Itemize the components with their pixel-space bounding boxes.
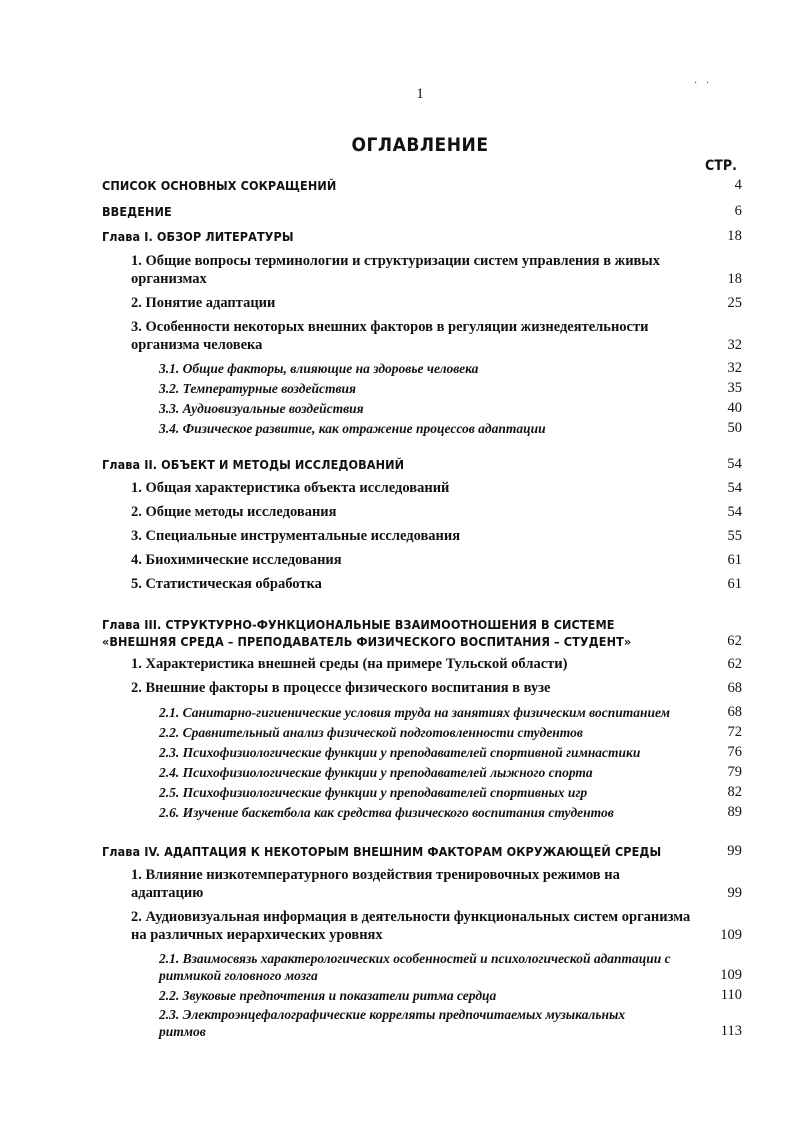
toc-entry[interactable] — [102, 908, 742, 944]
toc-entry[interactable] — [102, 399, 742, 417]
toc-entry-page: 68 — [727, 704, 742, 720]
toc-entry-page: 82 — [727, 784, 742, 800]
toc-entry-text: 4. Биохимические исследования — [131, 552, 342, 568]
toc-entry-page: 62 — [727, 633, 742, 649]
toc-entry-text: Глава I. ОБЗОР ЛИТЕРАТУРЫ — [102, 229, 294, 244]
toc-entry[interactable] — [102, 176, 742, 194]
toc-entry[interactable] — [102, 551, 742, 569]
toc-entry-page: 62 — [727, 656, 742, 672]
toc-entry[interactable] — [102, 986, 742, 1004]
toc-entry-page: 40 — [727, 400, 742, 416]
toc-entry[interactable] — [102, 318, 742, 354]
toc-entry-page: 55 — [727, 528, 742, 544]
toc-entry-text: Глава IV. АДАПТАЦИЯ К НЕКОТОРЫМ ВНЕШНИМ ФАКТОРАМ ОКРУЖАЮЩЕЙ СРЕДЫ — [102, 844, 662, 859]
toc-entry-text: 2. Аудиовизуальная информация в деятельности функциональных систем организма на различных иерархических уровнях — [131, 909, 691, 943]
toc-entry-page: 54 — [727, 480, 742, 496]
toc-entry[interactable] — [102, 723, 742, 741]
toc-entry-text: 3.3. Аудиовизуальные воздействия — [159, 401, 364, 416]
toc-entry[interactable] — [102, 783, 742, 801]
toc-entry[interactable] — [102, 479, 742, 497]
toc-entry-page: 61 — [727, 552, 742, 568]
toc-entry[interactable] — [102, 202, 742, 220]
toc-entry-text: 2.5. Психофизиологические функции у преподавателей спортивных игр — [159, 785, 588, 800]
toc-entry-page: 76 — [727, 744, 742, 760]
toc-entry[interactable] — [102, 703, 742, 721]
toc-entry-page: 109 — [720, 927, 742, 943]
toc-entry-page: 109 — [720, 967, 742, 983]
scan-specks: · · — [694, 78, 713, 89]
toc-entry[interactable] — [102, 503, 742, 521]
toc-entry-page: 4 — [734, 177, 742, 193]
toc-entry[interactable] — [102, 227, 742, 245]
toc-entry-page: 113 — [720, 1023, 742, 1039]
toc-entry[interactable] — [102, 655, 742, 673]
toc-entry[interactable] — [102, 1006, 742, 1040]
toc-entry-text: 2.3. Электроэнцефалографические корреляты предпочитаемых музыкальных ритмов — [159, 1007, 626, 1039]
toc-entry-page: 72 — [727, 724, 742, 740]
toc-entry-page: 32 — [727, 360, 742, 376]
toc-entry-text: Глава III. СТРУКТУРНО-ФУНКЦИОНАЛЬНЫЕ ВЗАИМООТНОШЕНИЯ В СИСТЕМЕ «ВНЕШНЯЯ СРЕДА – ПРЕПОДАВАТЕЛЬ ФИЗИЧЕСКОГО ВОСПИТАНИЯ – СТУДЕНТ» — [102, 617, 632, 649]
toc-entry-text: СПИСОК ОСНОВНЫХ СОКРАЩЕНИЙ — [102, 178, 337, 193]
toc-entry-text: 2. Внешние факторы в процессе физического воспитания в вузе — [131, 680, 551, 696]
toc-entry[interactable] — [102, 527, 742, 545]
toc-entry-text: 5. Статистическая обработка — [131, 576, 322, 592]
toc-entry-text: 3.4. Физическое развитие, как отражение процессов адаптации — [159, 421, 546, 436]
toc-entry-text: 2.3. Психофизиологические функции у преподавателей спортивной гимнастики — [159, 745, 641, 760]
toc-entry-page: 18 — [727, 228, 742, 244]
toc-entry-text: 1. Общие вопросы терминологии и структуризации систем управления в живых организмах — [131, 253, 660, 287]
toc-entry[interactable] — [102, 379, 742, 397]
toc-entry[interactable] — [102, 455, 742, 473]
toc-entry-page: 25 — [727, 295, 742, 311]
toc-entry[interactable] — [102, 294, 742, 312]
page-number: 1 — [416, 86, 424, 102]
toc-entry[interactable] — [102, 252, 742, 288]
toc-entry-page: 89 — [727, 804, 742, 820]
toc-entry-page: 54 — [727, 504, 742, 520]
toc-entry-page: 32 — [727, 337, 742, 353]
toc-entry-text: 2.2. Сравнительный анализ физической подготовленности студентов — [159, 725, 583, 740]
toc-entry[interactable] — [102, 616, 742, 650]
toc-entry-page: 6 — [734, 203, 742, 219]
toc-entry-text: 2.6. Изучение баскетбола как средства физического воспитания студентов — [159, 805, 614, 820]
page-column-label: СТР. — [705, 158, 737, 174]
toc-entry-page: 54 — [727, 456, 742, 472]
page-title: ОГЛАВЛЕНИЕ — [351, 134, 489, 156]
toc-entry-text: 2. Понятие адаптации — [131, 295, 276, 311]
toc-entry-text: Глава II. ОБЪЕКТ И МЕТОДЫ ИССЛЕДОВАНИЙ — [102, 457, 405, 472]
toc-entry-page: 110 — [720, 987, 742, 1003]
toc-entry-text: 1. Общая характеристика объекта исследований — [131, 480, 450, 496]
toc-entry-page: 61 — [727, 576, 742, 592]
toc-entry-text: 2.1. Взаимосвязь характерологических особенностей и психологической адаптации с ритмикой головного мозга — [159, 951, 671, 983]
toc-entry-page: 18 — [727, 271, 742, 287]
toc-entry-text: 2.4. Психофизиологические функции у преподавателей лыжного спорта — [159, 765, 593, 780]
toc-entry-text: 1. Влияние низкотемпературного воздействия тренировочных режимов на адаптацию — [131, 867, 620, 901]
toc-entry-page: 99 — [727, 843, 742, 859]
toc-entry[interactable] — [102, 359, 742, 377]
toc-entry-text: 2. Общие методы исследования — [131, 504, 337, 520]
toc-entry-text: 2.1. Санитарно-гигиенические условия труда на занятиях физическим воспитанием — [159, 705, 670, 720]
toc-entry[interactable] — [102, 866, 742, 902]
toc-entry[interactable] — [102, 743, 742, 761]
toc-entry-text: ВВЕДЕНИЕ — [102, 204, 172, 219]
toc-entry[interactable] — [102, 419, 742, 437]
toc-entry[interactable] — [102, 950, 742, 984]
toc-entry[interactable] — [102, 575, 742, 593]
toc-entry-text: 2.2. Звуковые предпочтения и показатели ритма сердца — [159, 988, 497, 1003]
toc-entry-page: 79 — [727, 764, 742, 780]
table-of-contents — [102, 176, 742, 1040]
toc-entry-page: 50 — [727, 420, 742, 436]
toc-entry-text: 3. Специальные инструментальные исследования — [131, 528, 461, 544]
toc-entry-text: 3.1. Общие факторы, влияющие на здоровье человека — [159, 361, 479, 376]
toc-entry-text: 1. Характеристика внешней среды (на примере Тульской области) — [131, 656, 568, 672]
toc-entry-page: 99 — [727, 885, 742, 901]
toc-entry[interactable] — [102, 803, 742, 821]
toc-entry-page: 68 — [727, 680, 742, 696]
toc-entry-text: 3.2. Температурные воздействия — [159, 381, 356, 396]
toc-entry-page: 35 — [727, 380, 742, 396]
toc-entry[interactable] — [102, 842, 742, 860]
toc-entry[interactable] — [102, 679, 742, 697]
toc-entry-text: 3. Особенности некоторых внешних факторов в регуляции жизнедеятельности организма человека — [131, 319, 649, 353]
toc-entry[interactable] — [102, 763, 742, 781]
